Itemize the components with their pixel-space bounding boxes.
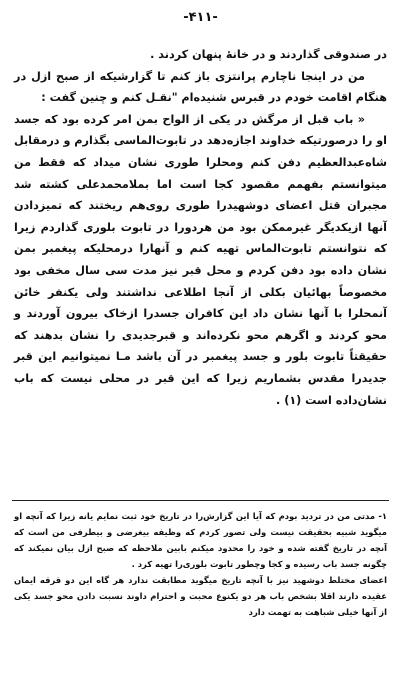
main-paragraph-1: در صندوقی گذاردند و در خانهٔ پنهان کردند . [150,48,387,61]
main-paragraph-2: من در اینجا ناچارم پرانتزی باز کنم تا گزارشیکه از صبح ازل در هنگام اقامت خودم در قبرس شنیده‌ام "نقـل کنم و چنین گفت : [14,69,387,105]
main-paragraph-3: « باب قبل از مرگش در یکی از الواح بمن امر کرده بود که جسد او را درصورتیکه خداوند اجازه‌دهد در تابوت‌الماسی بگذارم و درمقابل شاه‌عبدالعظیم دفن کنم ومحلرا طوری نشان میداد که فقط من میتوانستم بفهمم مقصود کجا است اما بملامحمدعلی کشته شد مجبران قتل اعضای دوشهیدرا طوری روی‌هم ریختند که تمیزدادن آنها ازیکدیگر غیرممکن بود من هردورا در تابوت بلوری گذاردم زیرا که نتوانستم تابوت‌الماس تهیه کنم و آنهارا درمحلیکه پیغمبر بمن نشان داده بود دفن کردم و محل قبر نیز مدت سی سال مخفی بود مخصوصاً بهائیان بکلی از آنجا اطلاعی نداشتند ولی یکنفر خائن آنمحلرا با آنها نشان داد این کافران جسدرا ازخاک بیرون آوردند و محو کردند و اگرهم محو نکرده‌اند و قبرجدیدی را نشان بدهند که حقیقتاً تابوت بلور و جسد پیغمبر در آن باشد مـا نمیتوانیم این قبر جدیدرا مقدس بشماریم زیرا که این قبر در محلی نیست که باب نشان‌داده است (۱) . [14,112,387,407]
footnote-divider [12,500,389,501]
footnote-paragraph-1: ۱- مدتی من در تردید بودم که آیا این گزارش‌را در تاریخ خود ثبت نمایم یانه زیرا که آنچه او میگوید شبیه بحقیقت نیست ولی تصور کردم که وظیفه بیغرضی و بیطرفی من است که آنچه در تاریخ گفته شده و خود را محدود میکنم بابین ملاحظه که صبح ازل بیان نمیکند که چگونه جسد باب رسیده و کجا وچطور تابوت بلوری‌را تهیه کرد . [14,511,387,569]
page-number: -۴۱۱- [183,10,218,25]
main-text [14,44,387,411]
footnote-paragraph-2: اعضای مختلط دوشهید نیز با آنچه تاریخ میگوید مطابقت ندارد هر گاه این دو قرقه ایمان عقیده دارند اقلا بشخص باب هر دو یکنوع محبت و احترام داوند نسبت دادن محو جسد یکی از آنها خیلی شباهت به تهمت دارد [14,575,387,617]
footnote [14,508,387,620]
